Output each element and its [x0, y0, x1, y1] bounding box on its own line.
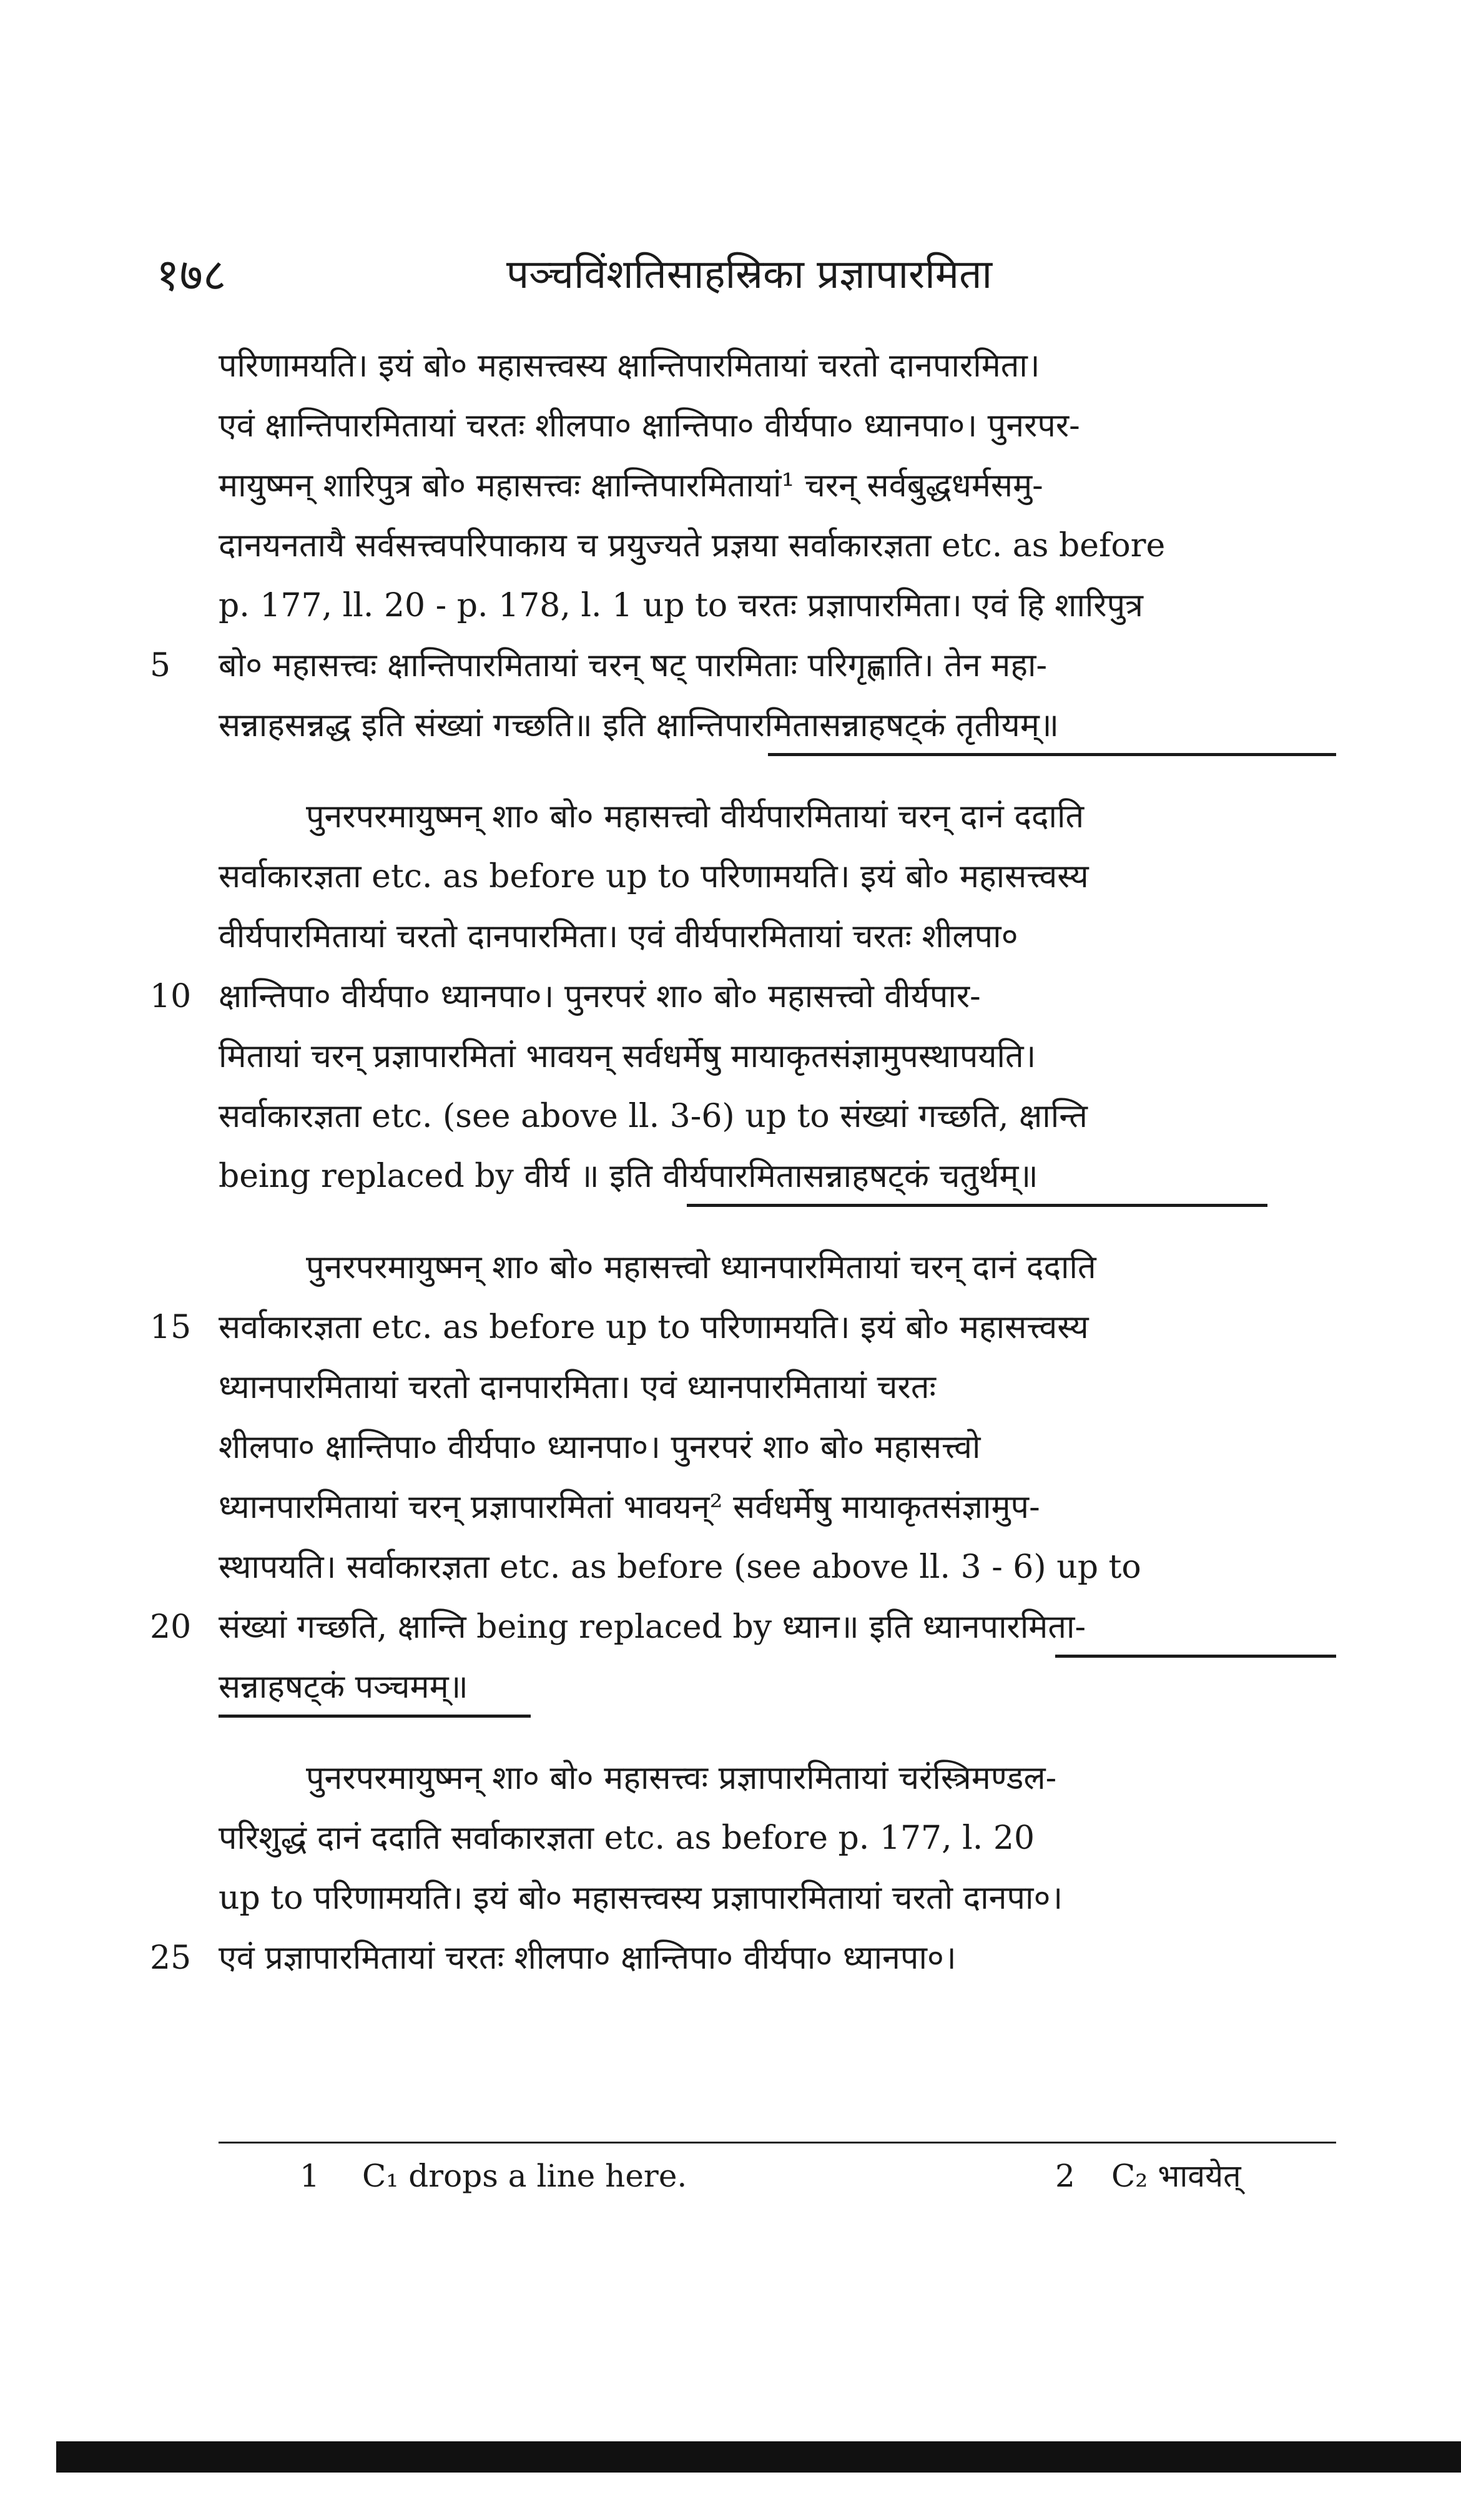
text-line: एवं प्रज्ञापारमितायां चरतः शीलपा० क्षान्तिपा० वीर्यपा० ध्यानपा०।: [219, 1939, 957, 1977]
text-line: एवं क्षान्तिपारमितायां चरतः शीलपा० क्षान्तिपा० वीर्यपा० ध्यानपा०। पुनरपर-: [219, 407, 1080, 445]
line-number: 25: [150, 1939, 192, 1977]
text-line: पुनरपरमायुष्मन् शा० बो० महासत्त्वो ध्यानपारमितायां चरन् दानं ददाति: [306, 1249, 1096, 1286]
line-number: 10: [150, 978, 192, 1015]
text-line: स्थापयति। सर्वाकारज्ञता etc. as before (see above ll. 3 - 6) up to: [219, 1548, 1141, 1586]
running-title: पञ्चविंशतिसाहस्रिका प्रज्ञापारमिता: [506, 252, 993, 298]
scan-bottom-edge: [56, 2441, 1461, 2473]
text-line: ध्यानपारमितायां चरन् प्रज्ञापारमितां भावयन्² सर्वधर्मेषु मायाकृतसंज्ञामुप-: [219, 1489, 1040, 1526]
page-number: १७८: [156, 249, 227, 301]
text-line: p. 177, ll. 20 - p. 178, l. 1 up to चरतः प्रज्ञापारमिता। एवं हि शारिपुत्र: [219, 587, 1143, 624]
text-line: सन्नाहसन्नद्ध इति संख्यां गच्छति॥ इति क्षान्तिपारमितासन्नाहषट्कं तृतीयम्॥: [219, 707, 1060, 744]
text-line: वीर्यपारमितायां चरतो दानपारमिता। एवं वीर्यपारमितायां चरतः शीलपा०: [219, 918, 1018, 955]
section-underline: [768, 753, 1336, 756]
text-line: मायुष्मन् शारिपुत्र बो० महासत्त्वः क्षान्तिपारमितायां¹ चरन् सर्वबुद्धधर्मसमु-: [219, 467, 1043, 504]
text-line: परिणामयति। इयं बो० महासत्त्वस्य क्षान्तिपारमितायां चरतो दानपारमिता।: [219, 347, 1040, 385]
line-number: 5: [150, 647, 171, 684]
text-line: ध्यानपारमितायां चरतो दानपारमिता। एवं ध्यानपारमितायां चरतः: [219, 1369, 936, 1406]
text-line: पुनरपरमायुष्मन् शा० बो० महासत्त्वो वीर्यपारमितायां चरन् दानं ददाति: [306, 798, 1085, 835]
text-line: संख्यां गच्छति, क्षान्ति being replaced by ध्यान॥ इति ध्यानपारमिता-: [219, 1608, 1086, 1646]
line-number: 20: [150, 1608, 192, 1646]
text-line: सर्वाकारज्ञता etc. as before up to परिणामयति। इयं बो० महासत्त्वस्य: [219, 858, 1089, 895]
section-underline: [1055, 1655, 1336, 1658]
footnote-mark: 2: [1055, 2158, 1075, 2194]
footnote-text: C₁ drops a line here.: [362, 2158, 687, 2194]
text-line: बो० महासत्त्वः क्षान्तिपारमितायां चरन् षट् पारमिताः परिगृह्णाति। तेन महा-: [219, 647, 1048, 684]
text-line: क्षान्तिपा० वीर्यपा० ध्यानपा०। पुनरपरं शा० बो० महासत्त्वो वीर्यपार-: [219, 978, 981, 1015]
text-line: दानयनतायै सर्वसत्त्वपरिपाकाय च प्रयुज्यते प्रज्ञया सर्वाकारज्ञता etc. as before: [219, 527, 1166, 564]
text-line: up to परिणामयति। इयं बो० महासत्त्वस्य प्रज्ञापारमितायां चरतो दानपा०।: [219, 1879, 1063, 1917]
page-header: [156, 240, 1342, 309]
text-line: सर्वाकारज्ञता etc. as before up to परिणामयति। इयं बो० महासत्त्वस्य: [219, 1309, 1089, 1346]
section-underline: [219, 1715, 531, 1718]
footnote-rule: [219, 2142, 1336, 2143]
footnote-text: C₂ भावयेत्: [1111, 2158, 1241, 2194]
line-number: 15: [150, 1309, 192, 1346]
text-line: परिशुद्धं दानं ददाति सर्वाकारज्ञता etc. as before p. 177, l. 20: [219, 1819, 1035, 1857]
text-line: सर्वाकारज्ञता etc. (see above ll. 3-6) up to संख्यां गच्छति, क्षान्ति: [219, 1098, 1088, 1135]
text-line: पुनरपरमायुष्मन् शा० बो० महासत्त्वः प्रज्ञापारमितायां चरंस्त्रिमण्डल-: [306, 1760, 1057, 1797]
text-line: शीलपा० क्षान्तिपा० वीर्यपा० ध्यानपा०। पुनरपरं शा० बो० महासत्त्वो: [219, 1429, 981, 1466]
section-underline: [687, 1204, 1267, 1207]
text-line: सन्नाहषट्कं पञ्चमम्॥: [219, 1668, 468, 1706]
text-line: मितायां चरन् प्रज्ञापारमितां भावयन् सर्वधर्मेषु मायाकृतसंज्ञामुपस्थापयति।: [219, 1038, 1036, 1075]
text-line: being replaced by वीर्य ॥ इति वीर्यपारमितासन्नाहषट्कं चतुर्थम्॥: [219, 1158, 1038, 1195]
footnote-mark: 1: [300, 2158, 320, 2194]
